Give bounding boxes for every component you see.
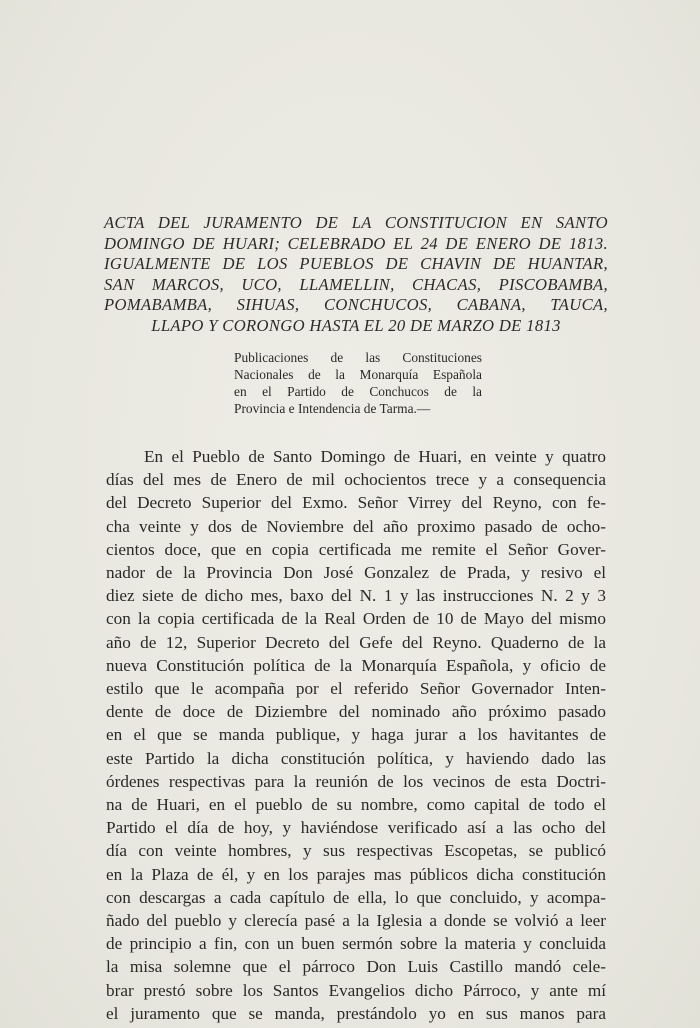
- document-subtitle: [234, 349, 482, 417]
- body-line: cientos doce, que en copia certificada me remite el Señor Gover-: [106, 539, 606, 559]
- body-line: días del mes de Enero de mil ochocientos trece y a consequencia: [106, 470, 606, 490]
- body-line: diez siete de dicho mes, baxo del N. 1 y las instrucciones N. 2 y 3: [106, 586, 606, 606]
- body-line: nador de la Provincia Don José Gonzalez de Prada, y resivo el: [106, 563, 606, 583]
- body-line: En el Pueblo de Santo Domingo de Huari, en veinte y quatro: [144, 447, 606, 466]
- document-title: [104, 213, 608, 336]
- body-line: dente de doce de Diziembre del nominado año próximo pasado: [106, 702, 606, 722]
- body-line: brar prestó sobre los Santos Evangelios dicho Párroco, y ante mí: [106, 980, 606, 1000]
- body-line: Partido el día de hoy, y haviéndose verificado así a las ocho del: [106, 818, 606, 838]
- title-line: DOMINGO DE HUARI; CELEBRADO EL 24 DE ENERO DE 1813.: [104, 233, 608, 253]
- body-line: estilo que le acompaña por el referido Señor Governador Inten-: [106, 679, 606, 699]
- body-line: de principio a fin, con un buen sermón sobre la materia y concluida: [106, 934, 606, 954]
- title-line: SAN MARCOS, UCO, LLAMELLIN, CHACAS, PISCOBAMBA,: [104, 274, 608, 294]
- body-line: na de Huari, en el pueblo de su nombre, como capital de todo el: [106, 795, 606, 815]
- title-line: LLAPO Y CORONGO HASTA EL 20 DE MARZO DE 1813: [151, 315, 561, 335]
- subtitle-line: Publicaciones de las Constituciones: [234, 350, 482, 365]
- body-line: con la copia certificada de la Real Orden de 10 de Mayo del mismo: [106, 609, 606, 629]
- title-line: POMABAMBA, SIHUAS, CONCHUCOS, CABANA, TAUCA,: [104, 295, 608, 314]
- body-line: órdenes respectivas para la reunión de los vecinos de esta Doctri-: [106, 771, 606, 791]
- body-line: del Decreto Superior del Exmo. Señor Virrey del Reyno, con fe-: [106, 493, 606, 513]
- subtitle-line: Nacionales de la Monarquía Española: [234, 367, 482, 382]
- body-line: en la Plaza de él, y en los parajes mas públicos dicha constitución: [106, 864, 606, 884]
- body-line: día con veinte hombres, y sus respectivas Escopetas, se publicó: [106, 841, 606, 861]
- body-line: año de 12, Superior Decreto del Gefe del Reyno. Quaderno de la: [106, 632, 606, 652]
- body-line: la misa solemne que el párroco Don Luis Castillo mandó cele-: [106, 957, 606, 977]
- title-line: ACTA DEL JURAMENTO DE LA CONSTITUCION EN SANTO: [104, 213, 608, 232]
- subtitle-line: Provincia e Intendencia de Tarma.—: [234, 401, 431, 416]
- subtitle-line: en el Partido de Conchucos de la: [234, 384, 482, 399]
- body-line: nueva Constitución política de la Monarquía Española, y oficio de: [106, 655, 606, 675]
- body-line: cha veinte y dos de Noviembre del año proximo pasado de ocho-: [106, 516, 606, 536]
- body-line: con descargas a cada capítulo de ella, lo que concluido, y acompa-: [106, 887, 606, 907]
- title-line: IGUALMENTE DE LOS PUEBLOS DE CHAVIN DE HUANTAR,: [104, 254, 608, 273]
- body-line: ñado del pueblo y clerecía pasé a la Iglesia a donde se volvió a leer: [106, 911, 606, 931]
- body-line: el juramento que se manda, prestándolo yo en sus manos para: [106, 1003, 606, 1023]
- body-paragraph: [106, 445, 606, 1025]
- body-line: este Partido la dicha constitución política, y haviendo dado las: [106, 748, 606, 768]
- body-line: en el que se manda publique, y haga jurar a los havitantes de: [106, 725, 606, 745]
